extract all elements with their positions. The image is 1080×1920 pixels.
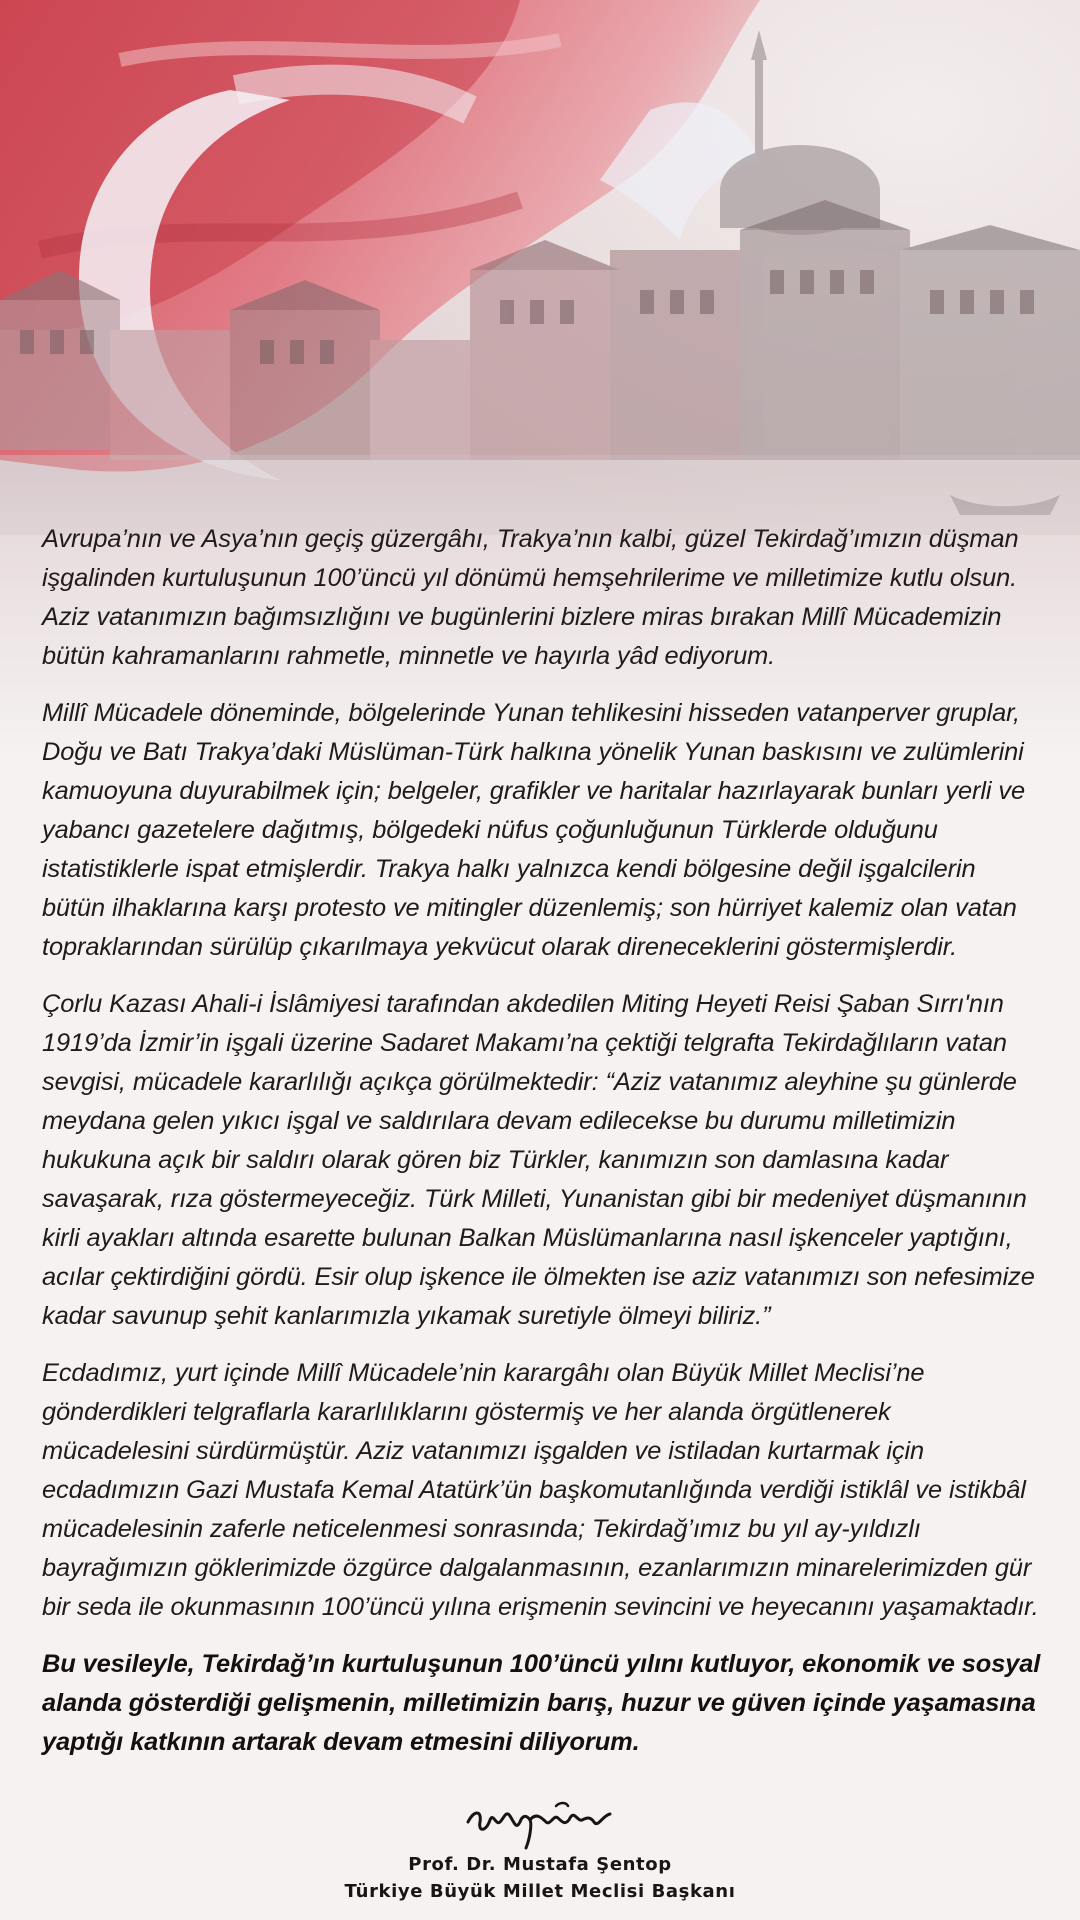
paragraph-3: Çorlu Kazası Ahali-i İslâmiyesi tarafından akdedilen Miting Heyeti Reisi Şaban Sırrı'nın 1919’da İzmir’in işgali üzerine Sadaret Makamı’na çektiği telgrafta Tekirdağlıların vatan sevgisi, mücadele kararlılığı açıkça görülmektedir: “Aziz vatanımız aleyhine şu günlerde meydana gelen yıkıcı işgal ve saldırılara devam edilecekse bu durumu milletimizin hukukuna açık bir saldırı olarak gören biz Türkler, kanımızın son damlasına kadar savaşarak, rıza göstermeyeceğiz. Türk Milleti, Yunanistan gibi bir medeniyet düşmanının kirli ayakları altında esarette bulunan Balkan Müslümanlarına nasıl işkenceler yaptığını, acılar çektirdiğini gördü. Esir olup işkence ile ölmekten ise aziz vatanımızı son nefesimize kadar savunup şehit kanlarımızla yıkamak suretiyle ölmeyi biliriz.” bbox=[42, 990, 1035, 1330]
paragraph-2: Millî Mücadele döneminde, bölgelerinde Yunan tehlikesini hisseden vatanperver gruplar, Doğu ve Batı Trakya’daki Müslüman-Türk halkına yönelik Yunan baskısını ve zulümlerini kamuoyuna duyurabilmek için; belgeler, grafikler ve haritalar hazırlayarak bunları yerli ve yabancı gazetelere dağıtmış, bölgedeki nüfus çoğunluğunun Türklerde olduğunu istatistiklerle ispat etmişlerdir. Trakya halkı yalnızca kendi bölgesine değil işgalcilerin bütün ilhaklarına karşı protesto ve mitingler düzenlemiş; son hürriyet kalemiz olan vatan topraklarından sürülüp çıkarılmaya yekvücut olarak direneceklerini göstermişlerdir. bbox=[42, 699, 1026, 961]
signature-icon bbox=[460, 1792, 620, 1852]
paragraph-1: Avrupa’nın ve Asya’nın geçiş güzergâhı, Trakya’nın kalbi, güzel Tekirdağ’ımızın düşman işgalinden kurtuluşunun 100’üncü yıl dönümü hemşehrilerime ve milletimize kutlu olsun. Aziz vatanımızın bağımsızlığını ve bugünlerini bizlere miras bırakan Millî Mücademizin bütün kahramanlarını rahmetle, minnetle ve hayırla yâd ediyorum. bbox=[42, 525, 1019, 670]
signatory-title: Türkiye Büyük Millet Meclisi Başkanı bbox=[344, 1881, 736, 1902]
letter-body bbox=[42, 520, 1042, 1780]
paragraph-4: Ecdadımız, yurt içinde Millî Mücadele’nin karargâhı olan Büyük Millet Meclisi’ne gönderdikleri telgraflarla kararlılıklarını göstermiş ve her alanda örgütlenerek mücadelesini sürdürmüştür. Aziz vatanımızı işgalden ve istiladan kurtarmak için ecdadımızın Gazi Mustafa Kemal Atatürk’ün başkomutanlığında verdiği istiklâl ve istikbâl mücadelesinin zaferle neticelenmesi sonrasında; Tekirdağ’ımız bu yıl ay-yıldızlı bayrağımızın göklerimizde özgürce dalgalanmasının, ezanlarımızın minarelerimizden gür bir seda ile okunmasının 100’üncü yılına erişmenin sevincini ve heyecanını yaşamaktadır. bbox=[42, 1359, 1039, 1621]
signatory-name: Prof. Dr. Mustafa Şentop bbox=[408, 1854, 672, 1875]
closing-paragraph: Bu vesileyle, Tekirdağ’ın kurtuluşunun 100’üncü yılını kutluyor, ekonomik ve sosyal alanda gösterdiği gelişmenin, milletimizin barış, huzur ve güven içinde yaşamasına yaptığı katkının artarak devam etmesini diliyorum. bbox=[42, 1650, 1041, 1756]
